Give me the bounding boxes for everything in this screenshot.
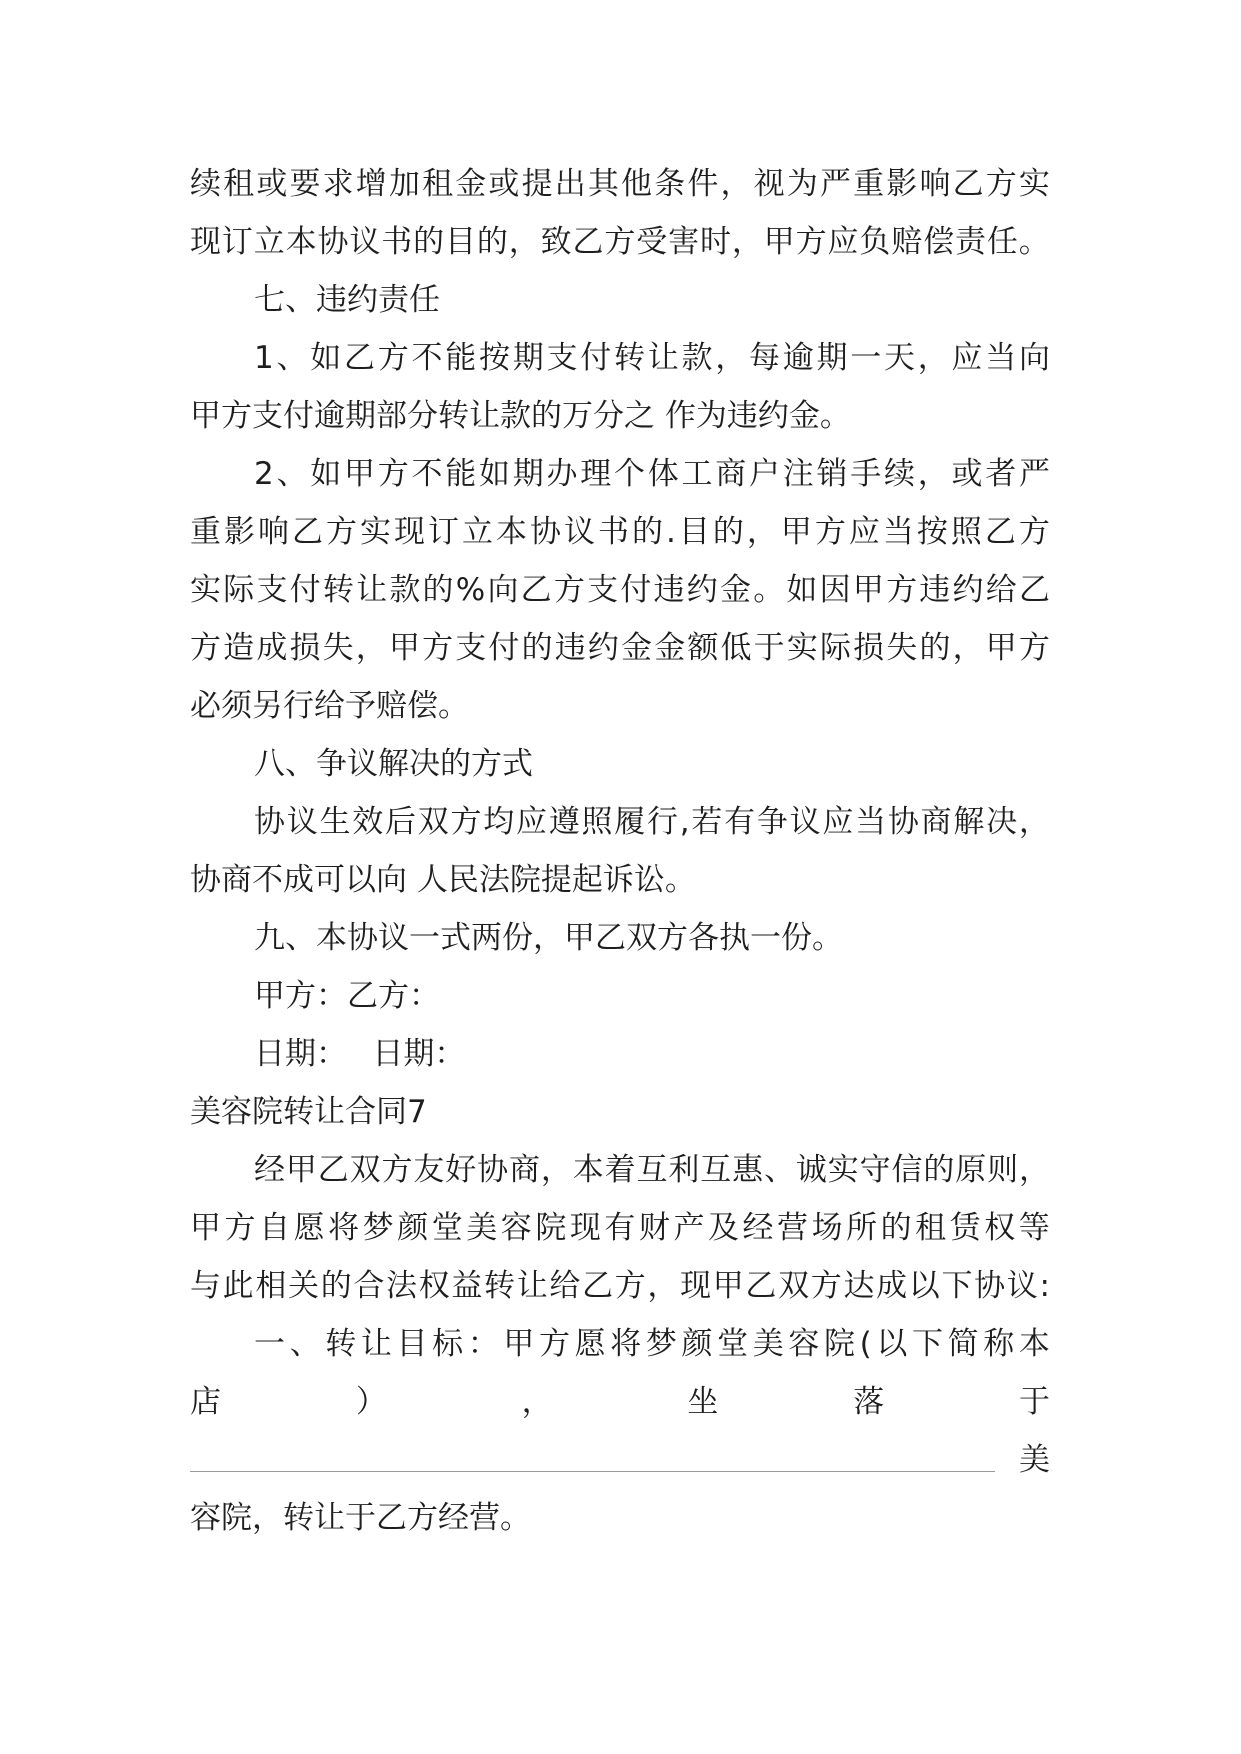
blank-line-tail: 美 [1019,1442,1050,1478]
text-line: 甲方：乙方： [254,978,440,1014]
address-line-char: 店 [190,1384,221,1420]
text-line: 实 际 支 付 转 让 款 的 % 向 乙 方 支 付 违 约 金 。 如 因 甲 方 违 约 给 乙 [190,572,1050,608]
text-line: 容院，转让于乙方经营。 [190,1500,531,1536]
text-line: 重 影 响 乙 方 实 现 订 立 本 协 议 书 的 . 目 的 ， 甲 方 应 当 按 照 乙 方 [190,514,1050,550]
text-line: 1 、 如 乙 方 不 能 按 期 支 付 转 让 款 ， 每 逾 期 一 天 ， 应 当 向 [254,340,1050,376]
text-line: 九、本协议一式两份，甲乙双方各执一份。 [254,920,843,956]
text-line: 与 此 相 关 的 合 法 权 益 转 让 给 乙 方 ， 现 甲 乙 双 方 达 成 以 下 协 议 : [190,1268,1050,1304]
blank-underline [190,1471,995,1472]
address-line-char: 落 [853,1384,885,1420]
text-line: 八、争议解决的方式 [254,746,533,782]
text-line: 方 造 成 损 失 ， 甲 方 支 付 的 违 约 金 金 额 低 于 实 际 损 失 的 ， 甲 方 [190,630,1050,666]
address-line-char: 坐 [687,1384,719,1420]
address-line-char: ） [355,1384,387,1420]
document-page [190,155,1050,1547]
text-line: 甲 方 自 愿 将 梦 颜 堂 美 容 院 现 有 财 产 及 经 营 场 所 的 租 赁 权 等 [190,1210,1050,1246]
text-line: 续 租 或 要 求 增 加 租 金 或 提 出 其 他 条 件 ， 视 为 严 重 影 响 乙 方 实 [190,166,1050,202]
text-line: 协 议 生 效 后 双 方 均 应 遵 照 履 行 , 若 有 争 议 应 当 协 商 解 决 ， [254,804,1050,840]
address-line-char: ， [521,1384,553,1420]
text-line: 2 、 如 甲 方 不 能 如 期 办 理 个 体 工 商 户 注 销 手 续 ， 或 者 严 [254,456,1050,492]
text-line: 现 订 立 本 协 议 书 的 目 的 ， 致 乙 方 受 害 时 ， 甲 方 应 负 赔 偿 责 任 。 [190,224,1050,260]
address-line [190,1373,1050,1431]
text-line: 协商不成可以向 人民法院提起诉讼。 [190,862,696,898]
text-line: 七、违约责任 [254,282,440,318]
address-line-char: 于 [1018,1384,1050,1420]
blank-fill-line [190,1431,1050,1489]
text-line: 甲方支付逾期部分转让款的万分之 作为违约金。 [190,398,851,434]
text-line: 日期： 日期： [254,1036,466,1072]
text-line: 经 甲 乙 双 方 友 好 协 商 ， 本 着 互 利 互 惠 、 诚 实 守 信 的 原 则 ， [254,1152,1050,1188]
text-line: 必须另行给予赔偿。 [190,688,469,724]
section-title: 美容院转让合同7 [190,1094,427,1130]
text-line: 一 、 转 让 目 标 ： 甲 方 愿 将 梦 颜 堂 美 容 院 ( 以 下 简 称 本 [254,1326,1050,1362]
